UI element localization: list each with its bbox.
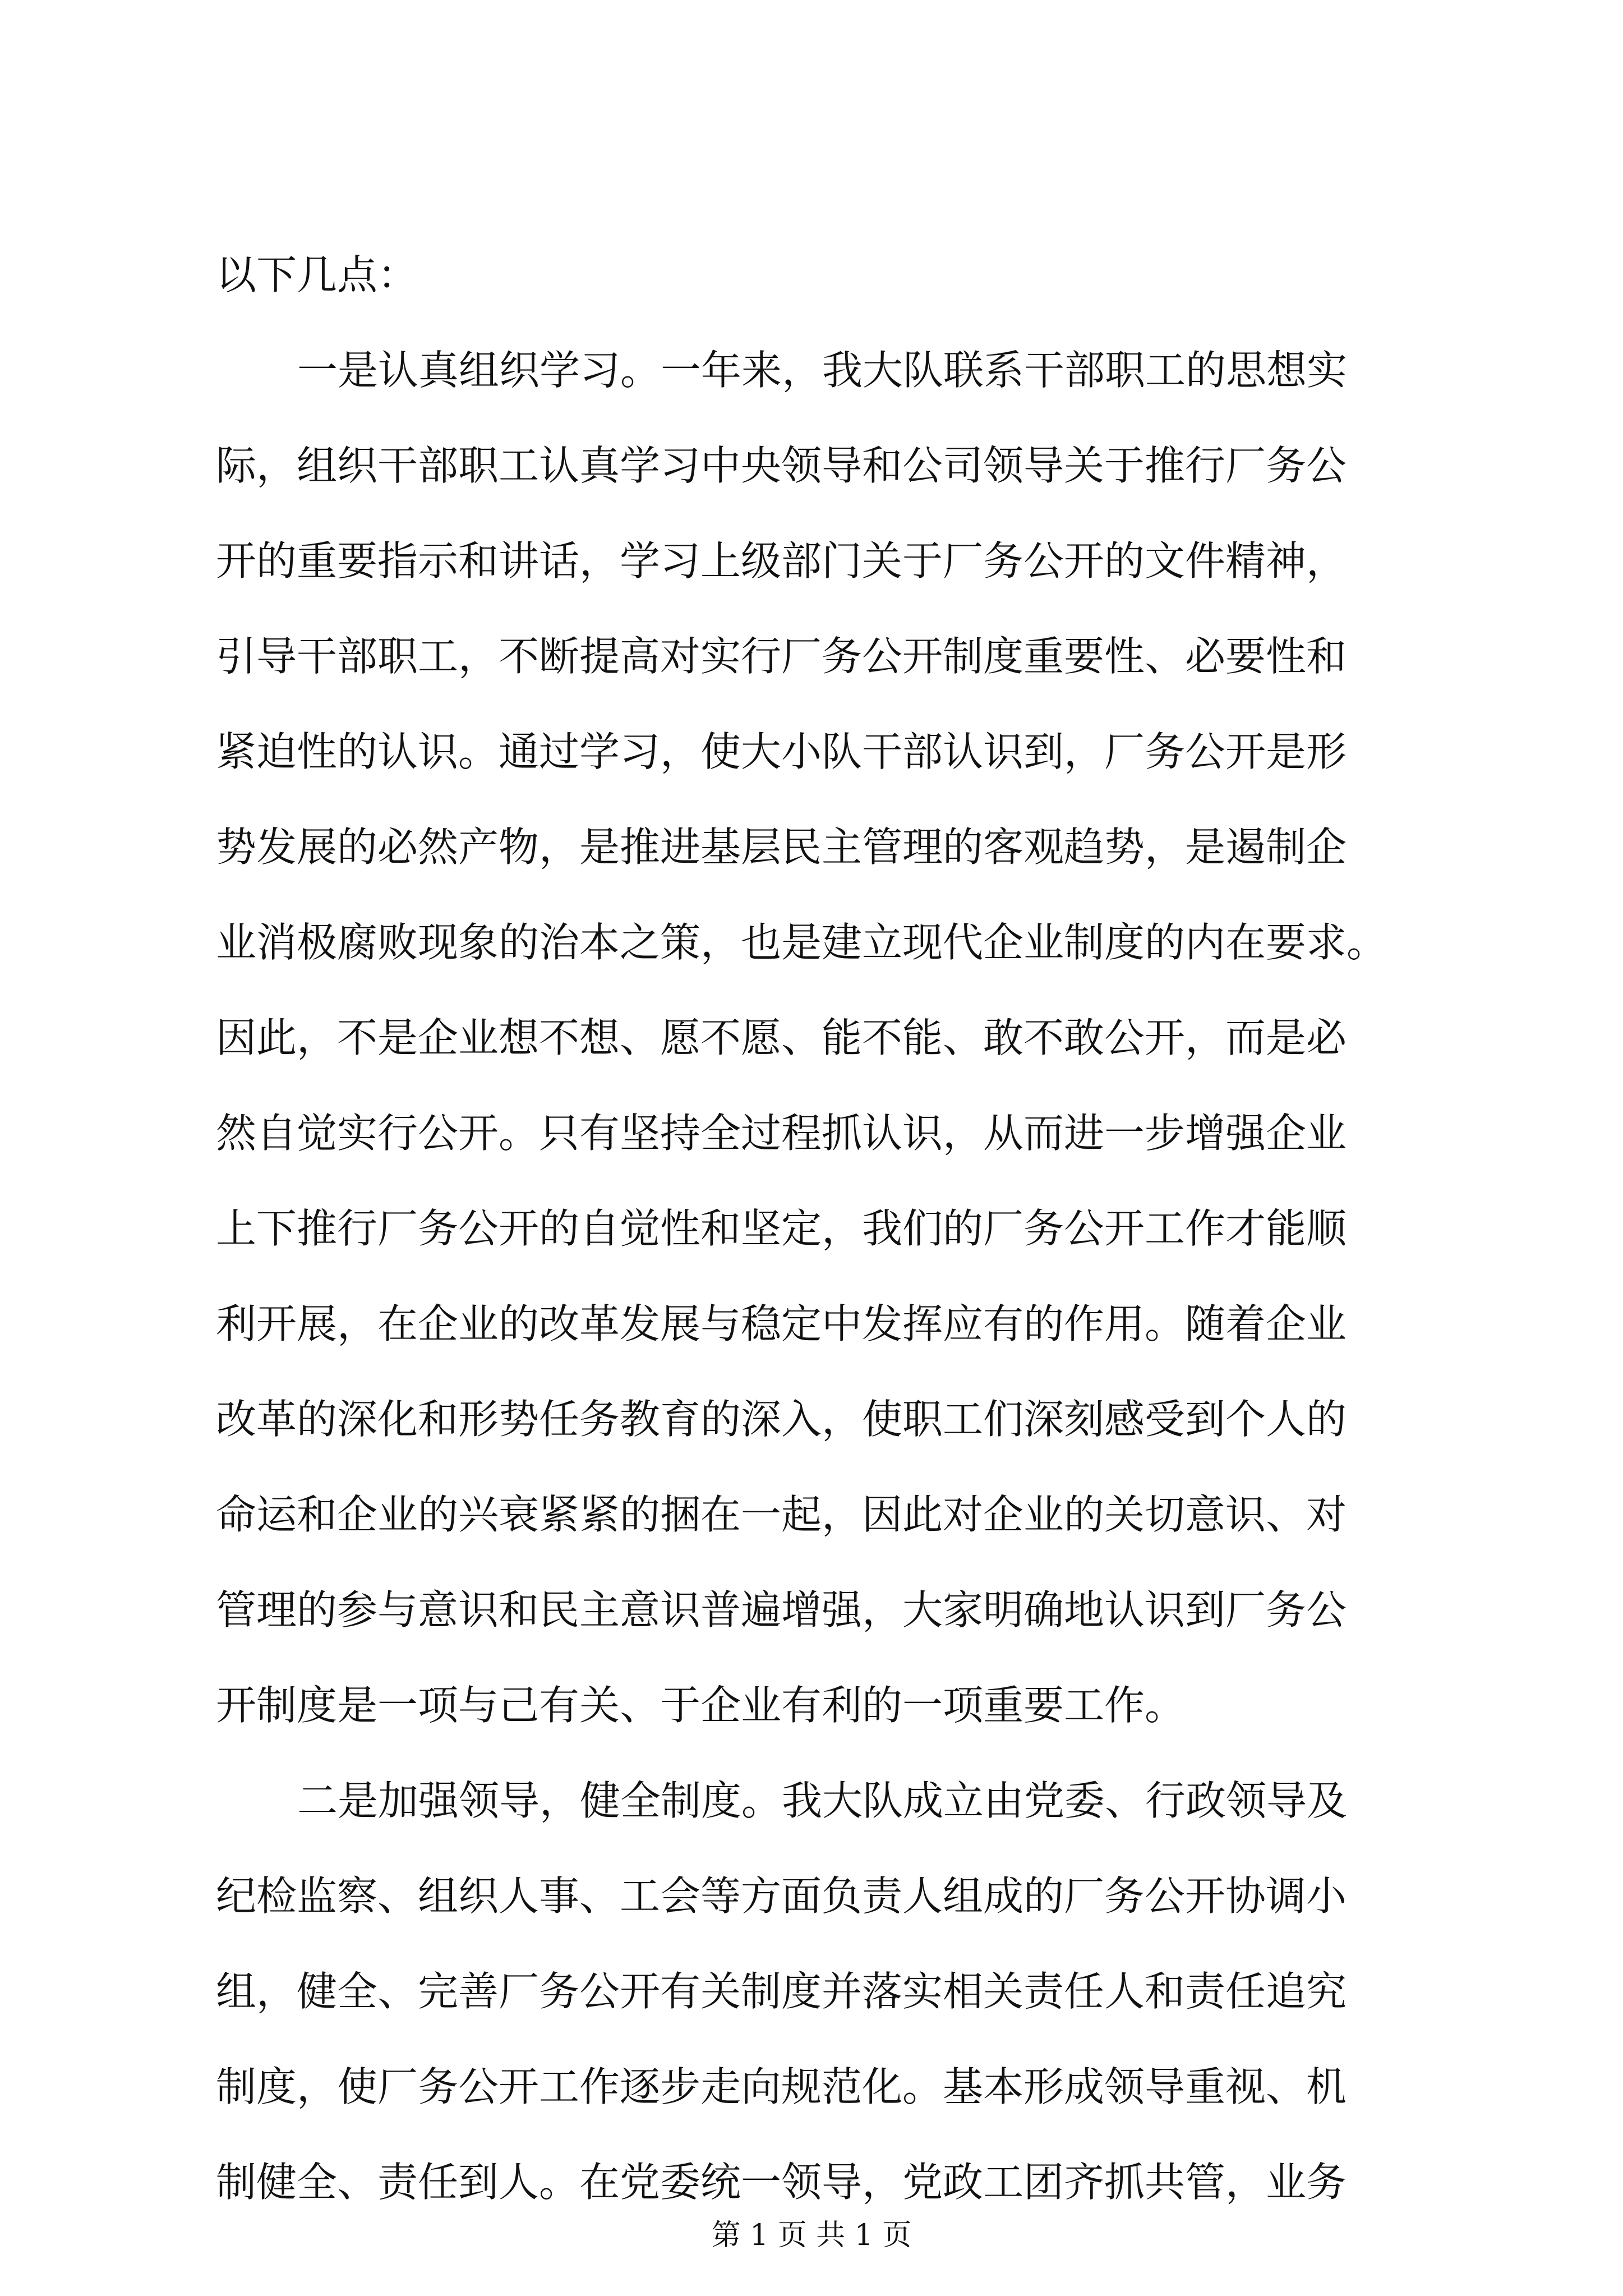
text-line: 组，健全、完善厂务公开有关制度并落实相关责任人和责任追究 xyxy=(216,1968,1347,2015)
text-line: 制健全、责任到人。在党委统一领导，党政工团齐抓共管，业务 xyxy=(216,2159,1347,2206)
text-line: 命运和企业的兴衰紧紧的捆在一起，因此对企业的关切意识、对 xyxy=(216,1491,1347,1538)
page-footer: 第 1 页 共 1 页 xyxy=(711,2219,912,2252)
paragraph-1-line: 一是认真组织学习。一年来，我大队联系干部职工的思想实 xyxy=(297,347,1348,394)
text-line: 际，组织干部职工认真学习中央领导和公司领导关于推行厂务公 xyxy=(216,442,1347,489)
text-line: 利开展，在企业的改革发展与稳定中发挥应有的作用。随着企业 xyxy=(216,1300,1347,1347)
text-line: 开制度是一项与己有关、于企业有利的一项重要工作。 xyxy=(216,1682,1186,1729)
text-line: 改革的深化和形势任务教育的深入，使职工们深刻感受到个人的 xyxy=(216,1396,1347,1443)
text-line: 管理的参与意识和民主意识普遍增强，大家明确地认识到厂务公 xyxy=(216,1586,1347,1634)
text-line: 制度，使厂务公开工作逐步走向规范化。基本形成领导重视、机 xyxy=(216,2063,1347,2110)
text-line: 以下几点： xyxy=(216,251,418,298)
text-line: 纪检监察、组织人事、工会等方面负责人组成的厂务公开协调小 xyxy=(216,1872,1347,1920)
text-line: 然自觉实行公开。只有坚持全过程抓认识，从而进一步增强企业 xyxy=(216,1110,1347,1157)
text-line: 开的重要指示和讲话，学习上级部门关于厂务公开的文件精神， xyxy=(216,537,1347,585)
text-line: 因此，不是企业想不想、愿不愿、能不能、敢不敢公开，而是必 xyxy=(216,1014,1347,1061)
text-line: 紧迫性的认识。通过学习，使大小队干部认识到，厂务公开是形 xyxy=(216,728,1347,775)
text-line: 上下推行厂务公开的自觉性和坚定，我们的厂务公开工作才能顺 xyxy=(216,1205,1347,1252)
paragraph-2-line: 二是加强领导，健全制度。我大队成立由党委、行政领导及 xyxy=(297,1777,1348,1824)
text-line: 业消极腐败现象的治本之策，也是建立现代企业制度的内在要求。 xyxy=(216,919,1387,966)
text-line: 势发展的必然产物，是推进基层民主管理的客观趋势，是遏制企 xyxy=(216,823,1347,871)
text-line: 引导干部职工，不断提高对实行厂务公开制度重要性、必要性和 xyxy=(216,633,1347,680)
